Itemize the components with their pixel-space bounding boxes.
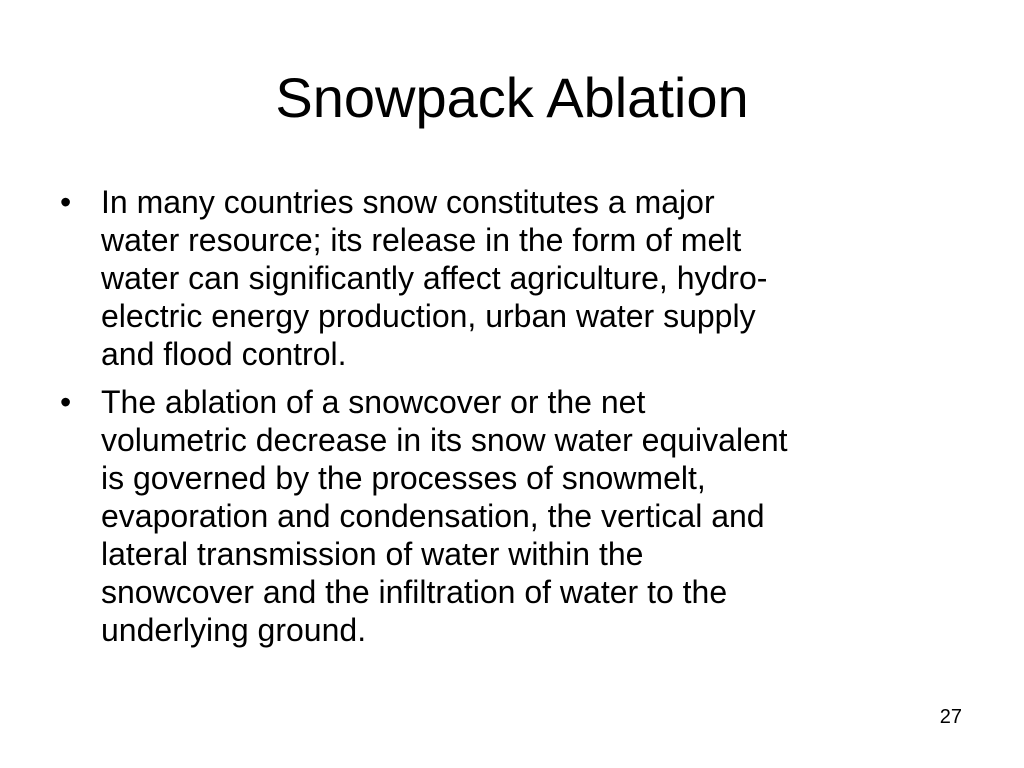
- bullet-item: [60, 383, 970, 649]
- bullet-list: [60, 183, 970, 659]
- bullet-marker: •: [60, 184, 72, 220]
- bullet-text-line: is governed by the processes of snowmelt,: [101, 460, 706, 496]
- bullet-text-line: In many countries snow constitutes a major: [101, 184, 715, 220]
- bullet-text-line: electric energy production, urban water supply: [101, 298, 756, 334]
- bullet-text-line: and flood control.: [101, 336, 347, 372]
- bullet-text-line: water resource; its release in the form of melt: [101, 222, 742, 258]
- bullet-text-line: water can significantly affect agriculture, hydro-: [101, 260, 768, 296]
- slide-title: Snowpack Ablation: [275, 66, 749, 129]
- slide-number: 27: [939, 706, 962, 728]
- bullet-text-line: snowcover and the infiltration of water to the: [101, 574, 728, 610]
- bullet-text-line: The ablation of a snowcover or the net: [101, 384, 646, 420]
- bullet-text-line: evaporation and condensation, the vertical and: [101, 498, 765, 534]
- bullet-marker: •: [60, 384, 72, 420]
- bullet-text-line: lateral transmission of water within the: [101, 536, 644, 572]
- bullet-text-line: underlying ground.: [101, 612, 367, 648]
- bullet-item: [60, 183, 970, 373]
- bullet-text-line: volumetric decrease in its snow water equivalent: [101, 422, 788, 458]
